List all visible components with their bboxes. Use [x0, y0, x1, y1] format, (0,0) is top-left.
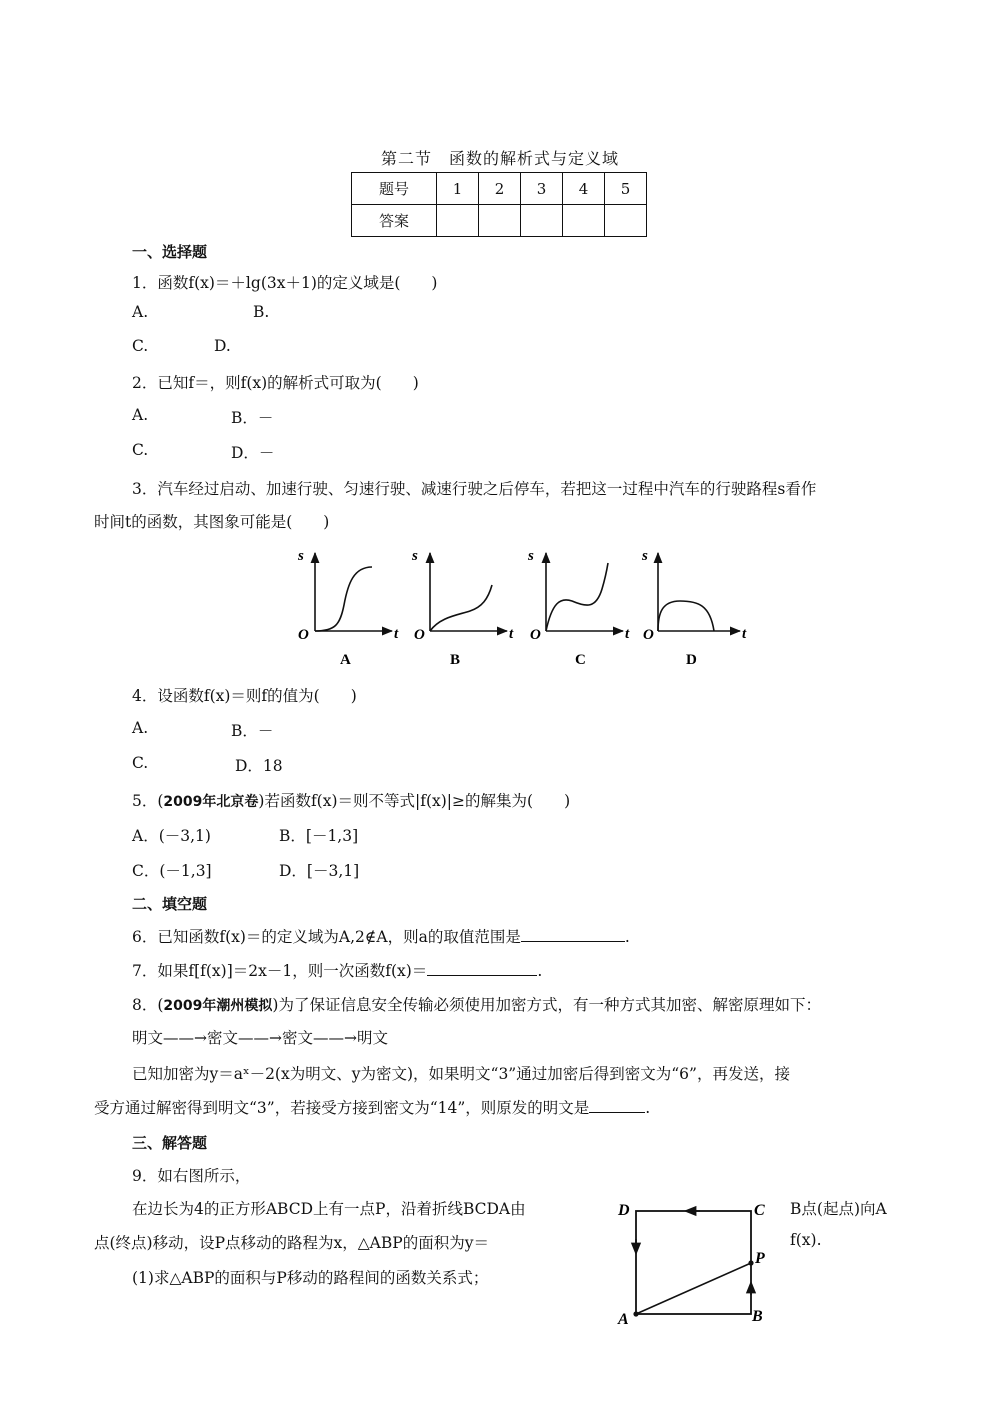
- label-b: B: [752, 1308, 763, 1325]
- q5-option-b: B．[－1,3]: [279, 827, 359, 845]
- q8-answer-blank[interactable]: [589, 1096, 645, 1113]
- graph-c-axis-y: s: [528, 548, 534, 564]
- section-fill-heading: 二、填空题: [132, 895, 208, 913]
- q7-stem: 7．如果f[f(x)]＝2x－1，则一次函数f(x)＝: [132, 962, 428, 980]
- graph-c: [527, 548, 630, 668]
- graph-c-origin: O: [530, 627, 541, 643]
- q4-stem: 4．设函数f(x)＝则f的值为( ): [132, 687, 357, 705]
- q5-option-c: C．(－1,3]: [132, 862, 212, 880]
- q7-end: .: [537, 962, 543, 980]
- q6-stem: 6．已知函数f(x)＝的定义域为A,2∉A，则a的取值范围是: [132, 928, 521, 946]
- q2-option-b: B．－: [231, 409, 274, 427]
- graph-b-axis-x: t: [509, 626, 514, 642]
- q8-stem-prefix: 8．(: [132, 996, 164, 1014]
- answer-cell-1[interactable]: [437, 205, 479, 237]
- graph-b: [411, 548, 514, 668]
- q5-stem-suffix: )若函数f(x)＝则不等式|f(x)|≥的解集为( ): [258, 792, 571, 810]
- graph-b-axis-y: s: [412, 548, 418, 564]
- q5-option-d: D．[－3,1]: [279, 862, 360, 880]
- q5-stem-prefix: 5．(: [132, 792, 164, 810]
- q5-source: 2009年北京卷: [163, 794, 259, 810]
- q3-stem-line2: 时间t的函数，其图象可能是( ): [94, 513, 330, 531]
- q6-answer-blank[interactable]: [521, 925, 625, 942]
- graph-b-origin: O: [414, 627, 425, 643]
- graph-a-origin: O: [298, 627, 309, 643]
- q3-graphs: [290, 545, 760, 675]
- q2-stem: 2．已知f＝，则f(x)的解析式可取为( ): [132, 374, 419, 392]
- q9-line2-right: B点(起点)向A: [790, 1200, 887, 1218]
- graph-a-axis-y: s: [298, 548, 304, 564]
- q5-stem: [132, 789, 570, 811]
- q6-end: .: [624, 928, 630, 946]
- answer-table-number: 1: [437, 173, 479, 205]
- q7-line: [132, 959, 542, 981]
- q9-line3-right: f(x).: [790, 1231, 822, 1249]
- section-choice-heading: 一、选择题: [132, 243, 208, 261]
- q3-stem-line1: 3．汽车经过启动、加速行驶、匀速行驶、减速行驶之后停车，若把这一过程中汽车的行驶路程s看作: [132, 480, 817, 498]
- answer-cell-4[interactable]: [563, 205, 605, 237]
- section-solve-heading: 三、解答题: [132, 1134, 208, 1152]
- q4-option-d: D．18: [235, 757, 283, 775]
- q9-square-figure: [612, 1195, 782, 1335]
- answer-table-number: 3: [521, 173, 563, 205]
- q8-end: .: [645, 1099, 651, 1117]
- q9-part1: (1)求△ABP的面积与P移动的路程间的函数关系式；: [132, 1269, 489, 1287]
- answer-table: [351, 172, 647, 237]
- q2-option-c: C.: [132, 441, 149, 459]
- q7-answer-blank[interactable]: [427, 959, 537, 976]
- q1-option-b: B.: [253, 303, 270, 321]
- q6-line: [132, 925, 630, 947]
- label-d: D: [618, 1202, 630, 1219]
- q8-stem: [132, 993, 821, 1015]
- q8-line4: [94, 1096, 650, 1118]
- q9-line3: 点(终点)移动，设P点移动的路程为x，△ABP的面积为y＝: [94, 1234, 489, 1252]
- graph-d-axis-y: s: [642, 548, 648, 564]
- q2-option-a: A.: [132, 406, 149, 424]
- graph-d-origin: O: [643, 627, 654, 643]
- q9-intro: 9．如右图所示，: [132, 1167, 251, 1185]
- point-a-dot: [633, 1311, 638, 1316]
- q8-flow: 明文——→密文——→密文——→明文: [132, 1029, 388, 1047]
- answer-cell-3[interactable]: [521, 205, 563, 237]
- q1-stem: 1．函数f(x)＝＋lg(3x＋1)的定义域是( ): [132, 274, 438, 292]
- answer-cell-5[interactable]: [605, 205, 647, 237]
- answer-table-number: 4: [563, 173, 605, 205]
- point-p-dot: [748, 1260, 753, 1265]
- graph-c-curve: [546, 563, 608, 631]
- answer-table-header-answer: 答案: [352, 205, 437, 237]
- q1-option-d: D.: [214, 337, 231, 355]
- q8-line4-text: 受方通过解密得到明文“3”，若接受方接到密文为“14”，则原发的明文是: [94, 1099, 590, 1117]
- answer-table-number: 2: [479, 173, 521, 205]
- q8-source: 2009年潮州模拟: [163, 998, 273, 1014]
- q8-line3: 已知加密为y＝aˣ－2(x为明文、y为密文)，如果明文“3”通过加密后得到密文为“6”，再发送，接: [132, 1065, 790, 1083]
- page-title: 第二节 函数的解析式与定义域: [380, 149, 619, 168]
- answer-cell-2[interactable]: [479, 205, 521, 237]
- q5-option-a: A．(－3,1): [132, 827, 211, 845]
- graph-c-label: C: [575, 652, 586, 668]
- graph-b-label: B: [450, 652, 461, 668]
- label-a: A: [618, 1311, 629, 1328]
- graph-a-axis-x: t: [394, 626, 399, 642]
- q4-option-a: A.: [132, 719, 149, 737]
- q9-line2: 在边长为4的正方形ABCD上有一点P，沿着折线BCDA由: [132, 1200, 526, 1218]
- label-p: P: [755, 1250, 765, 1267]
- q8-stem-suffix: )为了保证信息安全传输必须使用加密方式，有一种方式其加密、解密原理如下：: [272, 996, 821, 1014]
- square-abcd: [636, 1211, 751, 1314]
- q4-option-b: B．－: [231, 722, 274, 740]
- answer-table-header-number: 题号: [352, 173, 437, 205]
- graph-a: [297, 548, 399, 668]
- q1-option-c: C.: [132, 337, 149, 355]
- graph-a-curve: [315, 567, 372, 631]
- q1-option-a: A.: [132, 303, 149, 321]
- graph-b-curve: [430, 585, 492, 631]
- graph-d-label: D: [686, 652, 697, 668]
- graph-d: [641, 548, 747, 668]
- graph-d-curve: [658, 601, 714, 631]
- graph-c-axis-x: t: [625, 626, 630, 642]
- graph-a-label: A: [340, 652, 351, 668]
- segment-ap: [636, 1263, 751, 1314]
- answer-table-number: 5: [605, 173, 647, 205]
- label-c: C: [754, 1202, 765, 1219]
- q2-option-d: D．－: [231, 444, 275, 462]
- q4-option-c: C.: [132, 754, 149, 772]
- graph-d-axis-x: t: [742, 626, 747, 642]
